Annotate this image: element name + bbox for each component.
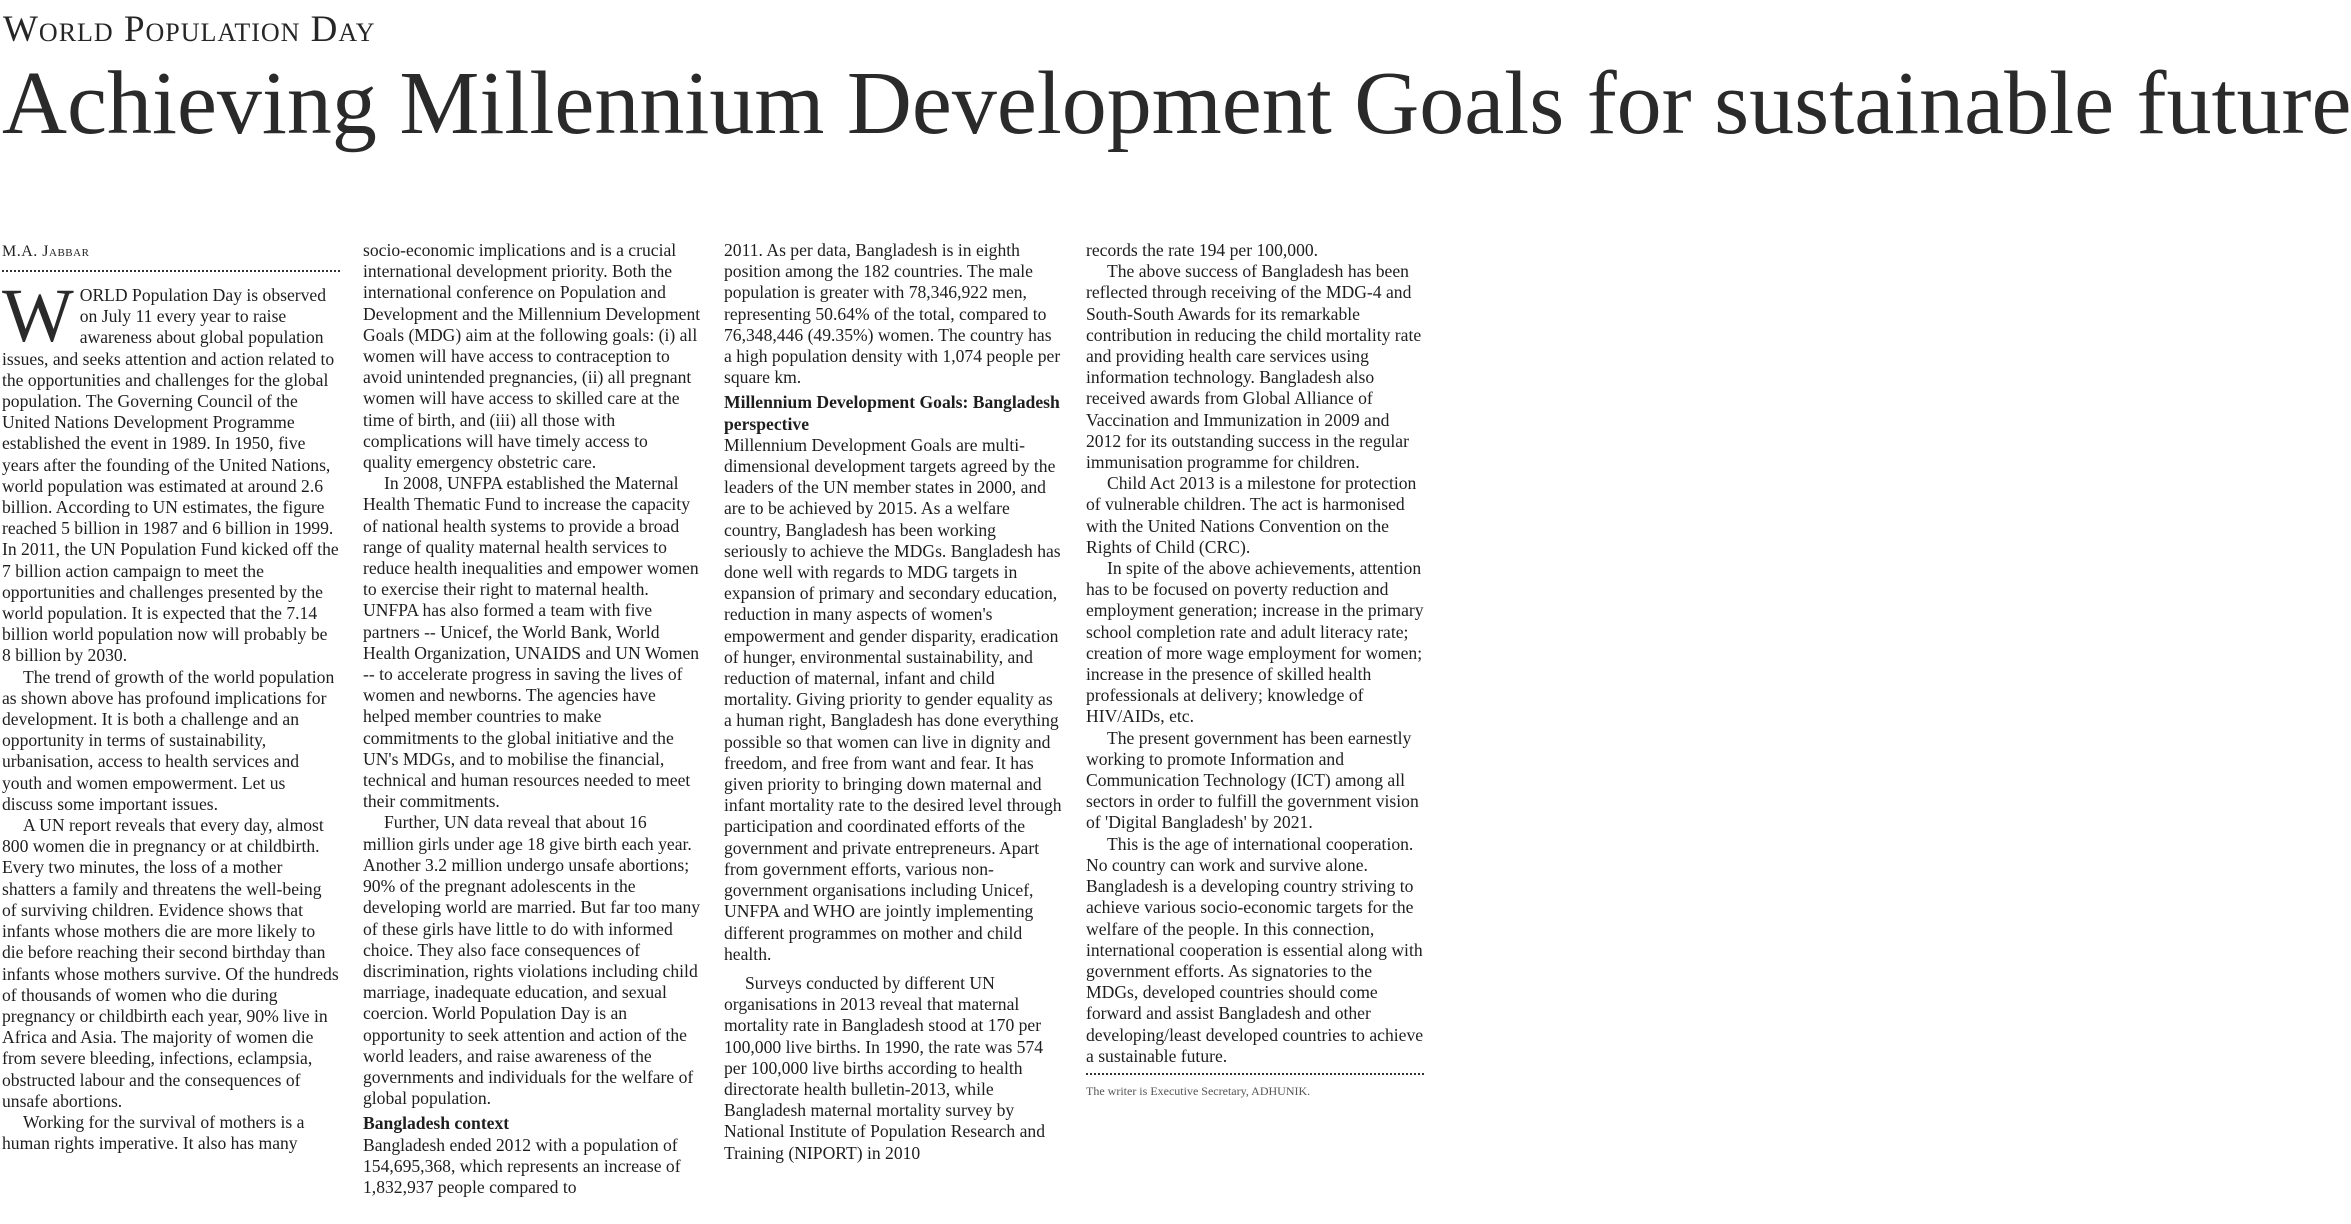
- paragraph: The trend of growth of the world population as shown above has profound implications for development. It is both a challenge and an opportunity in terms of sustainability, urbanisation, access to health services and youth and women empowerment. Let us discuss some important issues.: [2, 666, 335, 814]
- paragraph: The above success of Bangladesh has been reflected through receiving of the MDG-4 and South-South Awards for its remarkable contribution in reducing the child mortality rate and providing health care services using information technology. Bangladesh also received awards from Global Alliance of Vaccination and Immunization in 2009 and 2012 for its outstanding success in the regular immunisation programme for children.: [1086, 261, 1422, 473]
- lead-paragraph-text: Population Day is observed on July 11 every year to raise awareness about global population issues, and seeks attention and action related to the opportunities and challenges for the global population. The Governing Council of the United Nations Development Programme established the event in 1989. In 1950, five years after the founding of the United Nations, world population was estimated at around 2.6 billion. According to UN estimates, the figure reached 5 billion in 1987 and 6 billion in 1999. In 2011, the UN Population Fund kicked off the 7 billion action campaign to meet the opportunities and challenges presented by the world population. It is expected that the 7.14 billion world population now will probably be 8 billion by 2030.: [2, 285, 339, 666]
- headline: Achieving Millennium Development Goals for sustainable future: [2, 54, 2351, 153]
- lead-word: ORLD: [79, 285, 128, 305]
- paragraph: In spite of the above achievements, attention has to be focused on poverty reduction and employment generation; increase in the primary school completion rate and adult literacy rate; creation of more wage employment for women; increase in the presence of skilled health professionals at delivery; knowledge of HIV/AIDs, etc.: [1086, 558, 1424, 727]
- paragraph: Bangladesh ended 2012 with a population of 154,695,368, which represents an increase of 1,832,937 people compared to: [363, 1134, 681, 1197]
- writer-note: The writer is Executive Secretary, ADHUNIK.: [1086, 1083, 1311, 1098]
- paragraph: 2011. As per data, Bangladesh is in eighth position among the 182 countries. The male population is greater with 78,346,922 men, representing 50.64% of the total, compared to 76,348,446 (49.35%) women. The country has a high population density with 1,074 people per square km.: [724, 240, 1061, 388]
- article-column-3: [724, 240, 1062, 1224]
- paragraph: Further, UN data reveal that about 16 million girls under age 18 give birth each year. Another 3.2 million undergo unsafe abortions; 90% of the pregnant adolescents in the developing world are married. But far too many of these girls have little to do with informed choice. They also face consequences of discrimination, rights violations including child marriage, inadequate education, and sexual coercion. World Population Day is an opportunity to seek attention and action of the world leaders, and raise awareness of the governments and individuals for the welfare of global population.: [363, 812, 701, 1109]
- dotted-divider: [1086, 1073, 1424, 1075]
- paragraph: records the rate 194 per 100,000.: [1086, 240, 1319, 260]
- byline: M.A. Jabbar: [2, 243, 90, 260]
- paragraph: The present government has been earnestly working to promote Information and Communication Technology (ICT) among all sectors in order to fulfill the government vision of 'Digital Bangladesh' by 2021.: [1086, 727, 1419, 833]
- section-kicker: World Population Day: [3, 9, 376, 50]
- lead-paragraph: [2, 274, 340, 667]
- drop-cap: W: [2, 274, 74, 358]
- paragraph: Millennium Development Goals are multi-dimensional development targets agreed by the leaders of the UN member states in 2000, and are to be achieved by 2015. As a welfare country, Bangladesh has been working seriously to achieve the MDGs. Bangladesh has done well with regards to MDG targets in expansion of primary and secondary education, reduction in many aspects of women's empowerment and gender disparity, eradication of hunger, environmental sustainability, and reduction of maternal, infant and child mortality. Giving priority to gender equality as a human right, Bangladesh has done everything possible so that women can live in dignity and freedom, and free from want and fear. It has given priority to bringing down maternal and infant mortality rate to the desired level through participation and coordinated efforts of the government and private entrepreneurs. Apart from government efforts, various non-government organisations including Unicef, UNFPA and WHO are jointly implementing different programmes on mother and child health.: [724, 434, 1062, 964]
- paragraph: Child Act 2013 is a milestone for protection of vulnerable children. The act is harmonised with the United Nations Convention on the Rights of Child (CRC).: [1086, 473, 1417, 557]
- paragraph: This is the age of international cooperation. No country can work and survive alone. Bangladesh is a developing country striving to achieve various socio-economic targets for the welfare of the people. In this connection, international cooperation is essential along with government efforts. As signatories to the MDGs, developed countries should come forward and assist Bangladesh and other developing/least developed countries to achieve a sustainable future.: [1086, 833, 1424, 1066]
- dotted-divider: [2, 270, 340, 272]
- paragraph: socio-economic implications and is a crucial international development priority. Both the international conference on Population and Development and the Millennium Development Goals (MDG) aim at the following goals: (i) all women will have access to contraception to avoid unintended pregnancies, (ii) all pregnant women will have access to skilled care at the time of birth, and (iii) all those with complications will have timely access to quality emergency obstetric care.: [363, 240, 701, 473]
- paragraph: Surveys conducted by different UN organisations in 2013 reveal that maternal mortality rate in Bangladesh stood at 170 per 100,000 live births. In 1990, the rate was 574 per 100,000 live births according to health directorate health bulletin-2013, while Bangladesh maternal mortality survey by National Institute of Population Research and Training (NIPORT) in 2010: [724, 972, 1046, 1163]
- article-column-1: [2, 240, 340, 1224]
- paragraph: In 2008, UNFPA established the Maternal Health Thematic Fund to increase the capacity of national health systems to provide a broad range of quality maternal health services to reduce health inequalities and empower women to exercise their right to maternal health. UNFPA has also formed a team with five partners -- Unicef, the World Bank, World Health Organization, UNAIDS and UN Women -- to accelerate progress in saving the lives of women and newborns. The agencies have helped member countries to make commitments to the global initiative and the UN's MDGs, and to mobilise the financial, technical and human resources needed to meet their commitments.: [363, 473, 700, 812]
- paragraph: A UN report reveals that every day, almost 800 women die in pregnancy or at childbirth. Every two minutes, the loss of a mother shatters a family and threatens the well-being of surviving children. Evidence shows that infants whose mothers die are more likely to die before reaching their second birthday than infants whose mothers survive. Of the hundreds of thousands of women who die during pregnancy or childbirth each year, 90% live in Africa and Asia. The majority of women die from severe bleeding, infections, eclampsia, obstructed labour and the consequences of unsafe abortions.: [2, 815, 339, 1111]
- article-column-2: [363, 240, 701, 1224]
- article-column-4: [1086, 240, 1424, 1224]
- paragraph: Working for the survival of mothers is a human rights imperative. It also has many: [2, 1111, 305, 1154]
- subheading: Millennium Development Goals: Bangladesh perspective: [724, 392, 1060, 434]
- subheading: Bangladesh context: [363, 1113, 510, 1134]
